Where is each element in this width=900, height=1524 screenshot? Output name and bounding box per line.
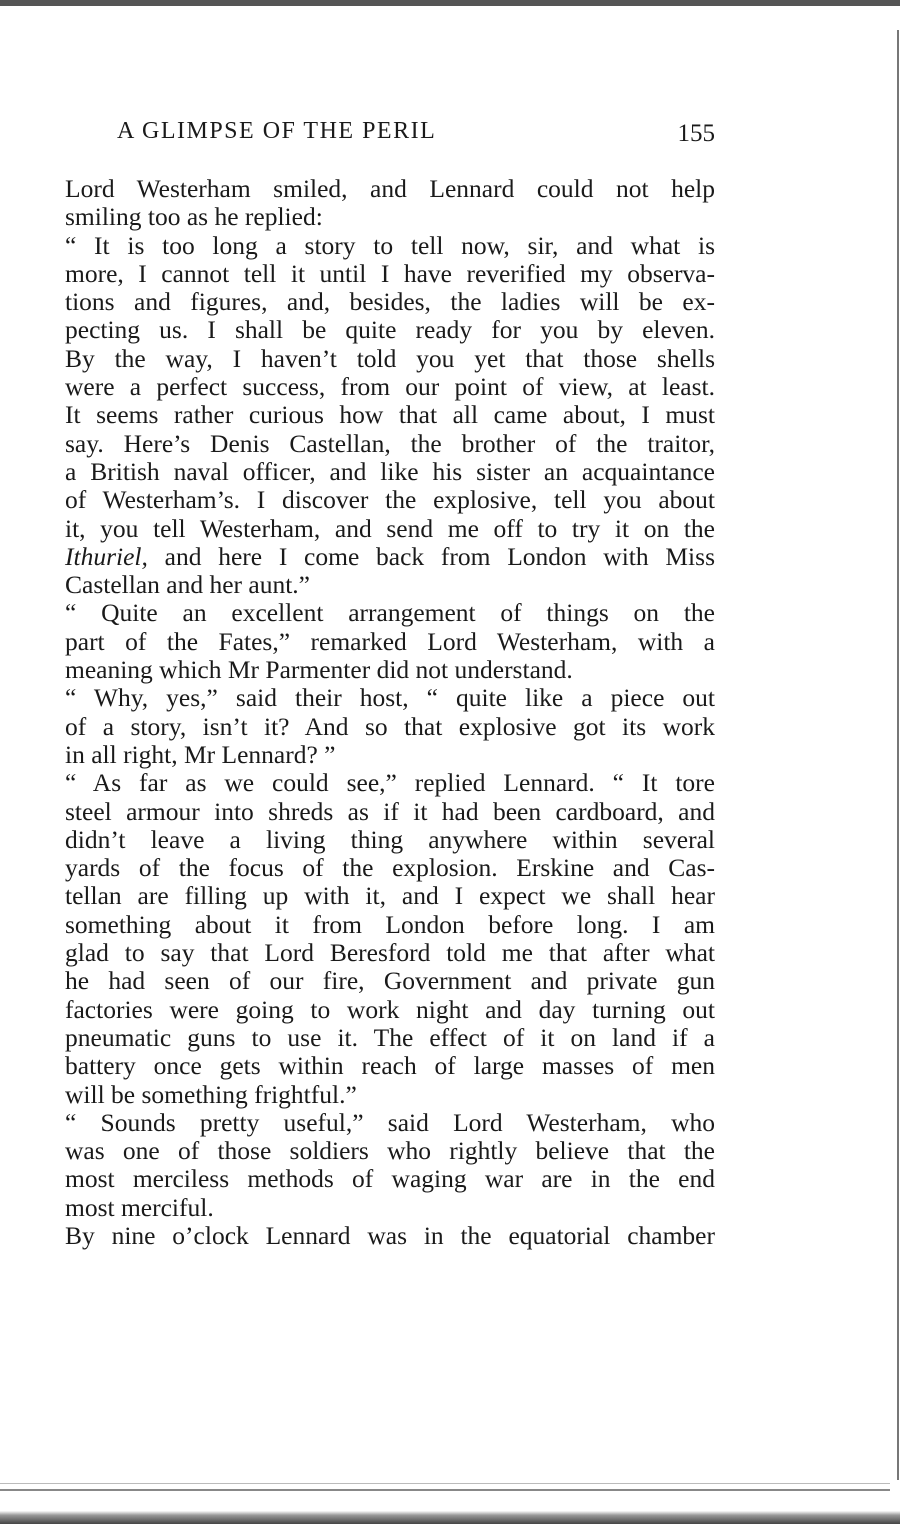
scan-bottom-edge — [0, 1502, 900, 1524]
text-line: tellan are filling up with it, and I expect we shall hear — [65, 881, 715, 911]
scan-bottom-rule — [0, 1489, 890, 1491]
text-line: “ Quite an excellent arrangement of things on the — [65, 598, 715, 628]
text-line: By the way, I haven’t told you yet that those shells — [65, 343, 715, 373]
text-line: something about it from London before long. I am — [65, 909, 715, 939]
text-line: was one of those soldiers who rightly believe that the — [65, 1136, 715, 1166]
text-line: smiling too as he replied: — [65, 202, 323, 232]
text-line: will be something frightful.” — [65, 1079, 357, 1109]
text-line: of Westerham’s. I discover the explosive, tell you about — [65, 485, 715, 515]
text-line: glad to say that Lord Beresford told me that after what — [65, 938, 715, 968]
text-line: were a perfect success, from our point of view, at least. — [65, 372, 715, 402]
text-line: “ It is too long a story to tell now, sir, and what is — [65, 230, 715, 260]
text-line: battery once gets within reach of large masses of men — [65, 1051, 715, 1081]
text-line: it, you tell Westerham, and send me off to try it on the — [65, 513, 715, 543]
text-line: pecting us. I shall be quite ready for you by eleven. — [65, 315, 715, 345]
page-header — [65, 118, 715, 150]
page-number: 155 — [677, 120, 715, 147]
text-line: he had seen of our fire, Government and private gun — [65, 966, 715, 996]
text-line: say. Here’s Denis Castellan, the brother of the traitor, — [65, 428, 715, 458]
text-line: Lord Westerham smiled, and Lennard could not help — [65, 174, 715, 203]
text-line: “ Why, yes,” said their host, “ quite like a piece out — [65, 683, 715, 713]
text-line: most merciless methods of waging war are in the end — [65, 1164, 715, 1194]
text-line: Castellan and her aunt.” — [65, 570, 310, 600]
text-line: yards of the focus of the explosion. Erskine and Cas- — [65, 853, 715, 883]
text-line: most merciful. — [65, 1192, 214, 1222]
text-line: By nine o’clock Lennard was in the equatorial chamber — [65, 1220, 715, 1250]
page-body — [65, 175, 715, 1250]
text-line: steel armour into shreds as if it had been cardboard, and — [65, 796, 715, 826]
scan-bottom-rule — [0, 1483, 890, 1484]
text-line: in all right, Mr Lennard? ” — [65, 739, 336, 769]
text-line: didn’t leave a living thing anywhere within several — [65, 824, 715, 854]
scan-right-edge — [897, 30, 899, 1480]
text-line: a British naval officer, and like his sister an acquaintance — [65, 456, 715, 486]
text-line: “ As far as we could see,” replied Lennard. “ It tore — [65, 768, 715, 798]
text-line: part of the Fates,” remarked Lord Westerham, with a — [65, 626, 715, 656]
scan-top-edge — [0, 0, 900, 6]
text-line-rest: and here I come back from London with Miss — [147, 541, 715, 571]
text-line: pneumatic guns to use it. The effect of it on land if a — [65, 1022, 715, 1052]
ship-name-italic: Ithuriel, — [65, 541, 148, 571]
text-line: meaning which Mr Parmenter did not understand. — [65, 655, 573, 685]
text-line: It seems rather curious how that all came about, I must — [65, 400, 715, 430]
text-line: more, I cannot tell it until I have reverified my observa- — [65, 258, 715, 288]
running-title: A GLIMPSE OF THE PERIL — [117, 118, 437, 144]
text-line — [65, 543, 715, 571]
text-line: tions and figures, and, besides, the ladies will be ex- — [65, 287, 715, 317]
text-line: “ Sounds pretty useful,” said Lord Westerham, who — [65, 1107, 715, 1137]
text-line: of a story, isn’t it? And so that explosive got its work — [65, 711, 715, 741]
text-line: factories were going to work night and day turning out — [65, 994, 715, 1024]
